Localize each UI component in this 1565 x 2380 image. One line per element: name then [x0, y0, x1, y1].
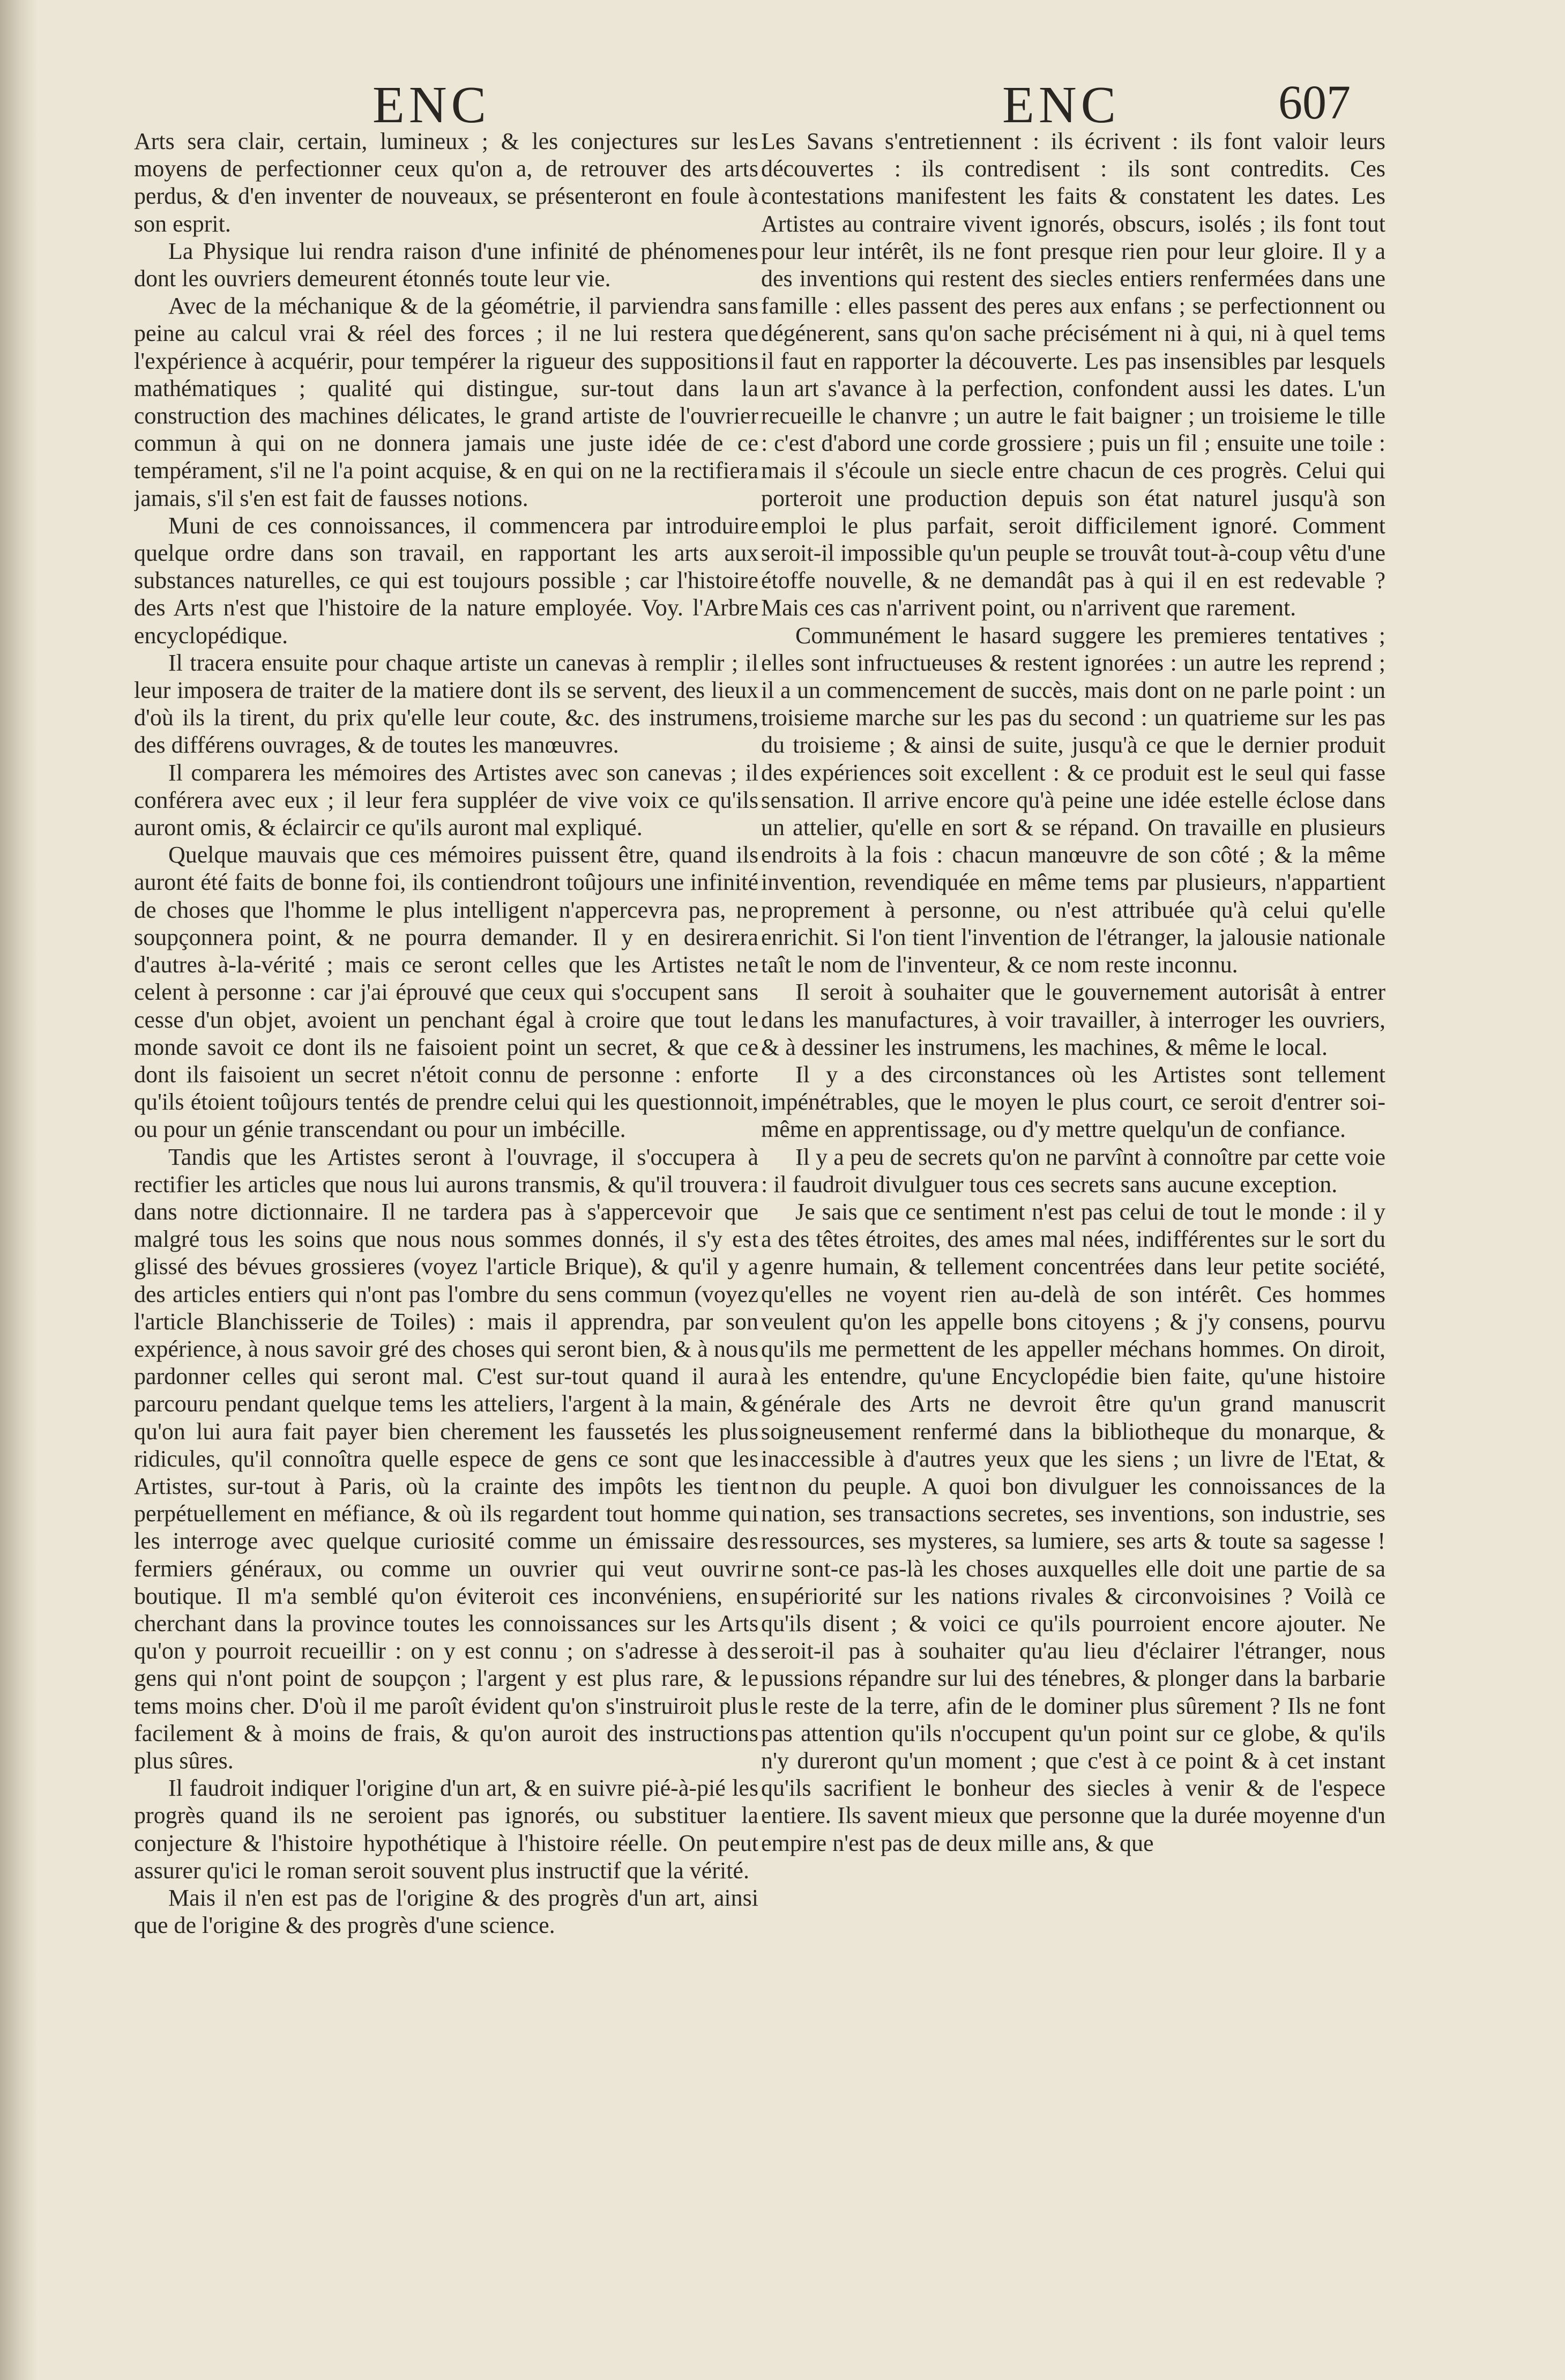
paragraph: Avec de la méchanique & de la géométrie, il parviendra sans peine au calcul vrai & réel des forces ; il ne lui restera que l'expérience à acquérir, pour tempérer la rigueur des suppositions mathématiques ; qualité qui distingue, sur-tout dans la construction des machines délicates, le grand artiste de l'ouvrier commun à qui on ne donnera jamais une juste idée de ce tempérament, s'il ne l'a point acquise, & en qui on ne la rectifiera jamais, s'il s'en est fait de fausses notions. [134, 293, 758, 511]
left-text-column [134, 128, 758, 2165]
paragraph: La Physique lui rendra raison d'une infinité de phénomenes dont les ouvriers demeurent étonnés toute leur vie. [134, 237, 758, 292]
paragraph: Il comparera les mémoires des Artistes avec son canevas ; il conférera avec eux ; il leur fera suppléer de vive voix ce qu'ils auront omis, & éclaircir ce qu'ils auront mal expliqué. [134, 759, 758, 841]
right-text-column [761, 128, 1385, 2165]
page-gutter-shadow [0, 0, 38, 2380]
paragraph: Quelque mauvais que ces mémoires puissent être, quand ils auront été faits de bonne foi, ils contiendront toûjours une infinité de choses que l'homme le plus intelligent n'appercevra pas, ne soupçonnera point, & ne pourra demander. Il y en desirera d'autres à-la-vérité ; mais ce seront celles que les Artistes ne celent à personne : car j'ai éprouvé que ceux qui s'occupent sans cesse d'un objet, avoient un penchant égal à croire que tout le monde savoit ce dont ils ne faisoient point un secret, & que ce dont ils faisoient un secret n'étoit connu de personne : enforte qu'ils étoient toûjours tentés de prendre celui qui les questionnoit, ou pour un génie transcendant ou pour un imbécille. [134, 842, 758, 1143]
paragraph: Il y a peu de secrets qu'on ne parvînt à connoître par cette voie : il faudroit divulguer tous ces secrets sans aucune exception. [761, 1143, 1385, 1198]
paragraph: Communément le hasard suggere les premieres tentatives ; elles sont infructueuses & restent ignorées : un autre les reprend ; il a un commencement de succès, mais dont on ne parle point : un troisieme marche sur les pas du second : un quatrieme sur les pas du troisieme ; & ainsi de suite, jusqu'à ce que le dernier produit des expériences soit excellent : & ce produit est le seul qui fasse sensation. Il arrive encore qu'à peine une idée estelle éclose dans un attelier, qu'elle en sort & se répand. On travaille en plusieurs endroits à la fois : chacun manœuvre de son côté ; & la même invention, revendiquée en même tems par plusieurs, n'appartient proprement à personne, ou n'est attribuée qu'à celui qu'elle enrichit. Si l'on tient l'invention de l'étranger, la jalousie nationale taît le nom de l'inventeur, & ce nom reste inconnu. [761, 622, 1385, 978]
paragraph: Muni de ces connoissances, il commencera par introduire quelque ordre dans son travail, en rapportant les arts aux substances naturelles, ce qui est toujours possible ; car l'histoire des Arts n'est que l'histoire de la nature employée. Voy. l'Arbre encyclopédique. [134, 512, 758, 649]
running-head-right: ENC [1002, 76, 1120, 134]
paragraph: Mais il n'en est pas de l'origine & des progrès d'un art, ainsi que de l'origine & des progrès d'une science. [134, 1885, 758, 1939]
running-head-left: ENC [372, 76, 490, 134]
paragraph: Il y a des circonstances où les Artistes sont tellement impénétrables, que le moyen le plus court, ce seroit d'entrer soi-même en apprentissage, ou d'y mettre quelqu'un de confiance. [761, 1061, 1385, 1143]
paragraph: Il faudroit indiquer l'origine d'un art, & en suivre pié-à-pié les progrès quand ils ne seroient pas ignorés, ou substituer la conjecture & l'histoire hypothétique à l'histoire réelle. On peut assurer qu'ici le roman seroit souvent plus instructif que la vérité. [134, 1775, 758, 1884]
page-number: 607 [1278, 76, 1351, 129]
paragraph: Arts sera clair, certain, lumineux ; & les conjectures sur les moyens de perfectionner ceux qu'on a, de retrouver des arts perdus, & d'en inventer de nouveaux, se présenteront en foule à son esprit. [134, 128, 758, 237]
paragraph: Tandis que les Artistes seront à l'ouvrage, il s'occupera à rectifier les articles que nous lui aurons transmis, & qu'il trouvera dans notre dictionnaire. Il ne tardera pas à s'appercevoir que malgré tous les soins que nous nous sommes donnés, il s'y est glissé des bévues grossieres (voyez l'article Brique), & qu'il y a des articles entiers qui n'ont pas l'ombre du sens commun (voyez l'article Blanchisserie de Toiles) : mais il apprendra, par son expérience, à nous savoir gré des choses qui seront bien, & à nous pardonner celles qui seront mal. C'est sur-tout quand il aura parcouru pendant quelque tems les atteliers, l'argent à la main, & qu'on lui aura fait payer bien cherement les faussetés les plus ridicules, qu'il connoîtra quelle espece de gens ce sont que les Artistes, sur-tout à Paris, où la crainte des impôts les tient perpétuellement en méfiance, & où ils regardent tout homme qui les interroge avec quelque curiosité comme un émissaire des fermiers généraux, ou comme un ouvrier qui veut ouvrir boutique. Il m'a semblé qu'on éviteroit ces inconvéniens, en cherchant dans la province toutes les connoissances sur les Arts qu'on y pourroit recueillir : on y est connu ; on s'adresse à des gens qui n'ont point de soupçon ; l'argent y est plus rare, & le tems moins cher. D'où il me paroît évident qu'on s'instruiroit plus facilement & à moins de frais, & qu'on auroit des instructions plus sûres. [134, 1143, 758, 1774]
paragraph: Les Savans s'entretiennent : ils écrivent : ils font valoir leurs découvertes : ils contredisent : ils sont contredits. Ces contestations manifestent les faits & constatent les dates. Les Artistes au contraire vivent ignorés, obscurs, isolés ; ils font tout pour leur intérêt, ils ne font presque rien pour leur gloire. Il y a des inventions qui restent des siecles entiers renfermées dans une famille : elles passent des peres aux enfans ; se perfectionnent ou dégénerent, sans qu'on sache précisément ni à qui, ni à quel tems il faut en rapporter la découverte. Les pas insensibles par lesquels un art s'avance à la perfection, confondent aussi les dates. L'un recueille le chanvre ; un autre le fait baigner ; un troisieme le tille : c'est d'abord une corde grossiere ; puis un fil ; ensuite une toile : mais il s'écoule un siecle entre chacun de ces progrès. Celui qui porteroit une production depuis son état naturel jusqu'à son emploi le plus parfait, seroit difficilement ignoré. Comment seroit-il impossible qu'un peuple se trouvât tout-à-coup vêtu d'une étoffe nouvelle, & ne demandât pas à qui il en est redevable ? Mais ces cas n'arrivent point, ou n'arrivent que rarement. [761, 128, 1385, 621]
paragraph: Je sais que ce sentiment n'est pas celui de tout le monde : il y a des têtes étroites, des ames mal nées, indifférentes sur le sort du genre humain, & tellement concentrées dans leur petite société, qu'elles ne voyent rien au-delà de son intérêt. Ces hommes veulent qu'on les appelle bons citoyens ; & j'y consens, pourvu qu'ils me permettent de les appeller méchans hommes. On diroit, à les entendre, qu'une Encyclopédie bien faite, qu'une histoire générale des Arts ne devroit être qu'un grand manuscrit soigneusement renfermé dans la bibliotheque du monarque, & inaccessible à d'autres yeux que les siens ; un livre de l'Etat, & non du peuple. A quoi bon divulguer les connoissances de la nation, ses transactions secretes, ses inventions, son industrie, ses ressources, ses mysteres, sa lumiere, ses arts & toute sa sagesse ! ne sont-ce pas-là les choses auxquelles elle doit une partie de sa supériorité sur les nations rivales & circonvoisines ? Voilà ce qu'ils disent ; & voici ce qu'ils pourroient encore ajouter. Ne seroit-il pas à souhaiter qu'au lieu d'éclairer l'étranger, nous pussions répandre sur lui des ténebres, & plonger dans la barbarie le reste de la terre, afin de le dominer plus sûrement ? Ils ne font pas attention qu'ils n'occupent qu'un point sur ce globe, & qu'ils n'y dureront qu'un moment ; que c'est à ce point & à cet instant qu'ils sacrifient le bonheur des siecles à venir & de l'espece entiere. Ils savent mieux que personne que la durée moyenne d'un empire n'est pas de deux mille ans, & que [761, 1198, 1385, 1856]
paragraph: Il tracera ensuite pour chaque artiste un canevas à remplir ; il leur imposera de traiter de la matiere dont ils se servent, des lieux d'où ils la tirent, du prix qu'elle leur coute, &c. des instrumens, des différens ouvrages, & de toutes les manœuvres. [134, 649, 758, 758]
paragraph: Il seroit à souhaiter que le gouvernement autorisât à entrer dans les manufactures, à voir travailler, à interroger les ouvriers, & à dessiner les instrumens, les machines, & même le local. [761, 979, 1385, 1060]
